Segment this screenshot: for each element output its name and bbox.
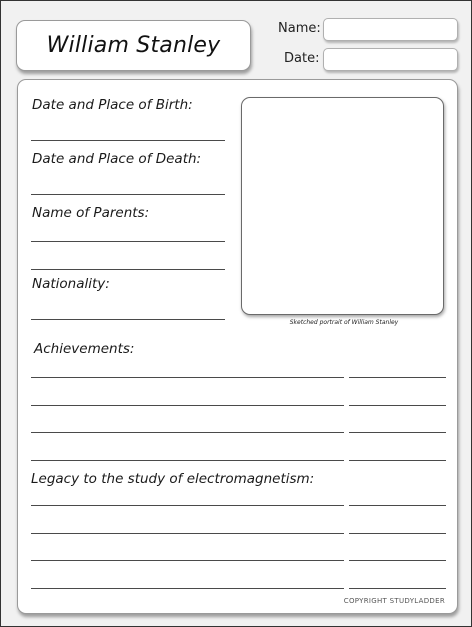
- parents-label: Name of Parents:: [32, 205, 150, 221]
- legacy-line-4b[interactable]: [349, 588, 446, 589]
- portrait-caption: Sketched portrait of William Stanley: [289, 319, 399, 326]
- portrait-frame[interactable]: [241, 97, 444, 315]
- achievements-line-1a[interactable]: [31, 377, 344, 378]
- death-label: Date and Place of Death:: [32, 151, 202, 167]
- achievements-line-2b[interactable]: [349, 405, 446, 406]
- legacy-line-3a[interactable]: [31, 560, 344, 561]
- legacy-line-1b[interactable]: [349, 505, 446, 506]
- nationality-label: Nationality:: [32, 276, 110, 292]
- legacy-label: Legacy to the study of electromagnetism:: [31, 471, 315, 487]
- title-box: [16, 20, 251, 71]
- achievements-line-1b[interactable]: [349, 377, 446, 378]
- date-label: Date:: [284, 51, 320, 66]
- achievements-line-4a[interactable]: [31, 460, 344, 461]
- name-field[interactable]: [323, 18, 458, 41]
- achievements-line-2a[interactable]: [31, 405, 344, 406]
- date-field[interactable]: [323, 48, 458, 71]
- birth-write-line[interactable]: [31, 140, 225, 141]
- nationality-write-line[interactable]: [31, 319, 225, 320]
- birth-label: Date and Place of Birth:: [32, 97, 193, 113]
- parents-write-line-2[interactable]: [31, 269, 225, 270]
- achievements-line-4b[interactable]: [349, 460, 446, 461]
- legacy-line-3b[interactable]: [349, 560, 446, 561]
- death-write-line[interactable]: [31, 194, 225, 195]
- name-label: Name:: [278, 21, 321, 36]
- achievements-line-3b[interactable]: [349, 432, 446, 433]
- worksheet-title: William Stanley: [46, 33, 221, 58]
- achievements-label: Achievements:: [34, 341, 135, 357]
- legacy-line-4a[interactable]: [31, 588, 344, 589]
- achievements-line-3a[interactable]: [31, 432, 344, 433]
- parents-write-line-1[interactable]: [31, 241, 225, 242]
- legacy-line-2a[interactable]: [31, 533, 344, 534]
- legacy-line-1a[interactable]: [31, 505, 344, 506]
- copyright-notice: COPYRIGHT STUDYLADDER: [343, 597, 445, 605]
- legacy-line-2b[interactable]: [349, 533, 446, 534]
